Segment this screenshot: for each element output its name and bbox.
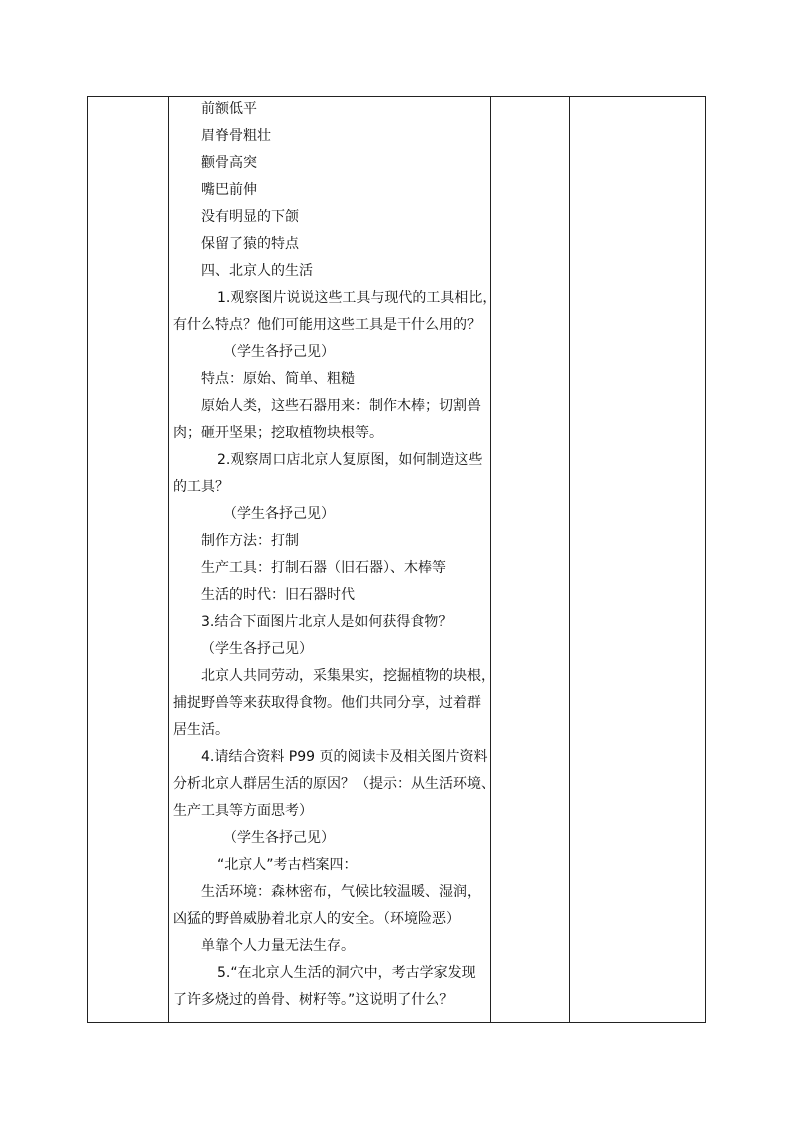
- text-line: 颧骨高突: [201, 155, 257, 171]
- text-line: （学生各抒己见）: [223, 506, 335, 522]
- text-line: “北京人”考古档案四：: [217, 857, 358, 873]
- text-line: （学生各抒己见）: [223, 830, 335, 846]
- text-line: 前额低平: [201, 101, 257, 117]
- question-line: 2.观察周口店北京人复原图，如何制造这些: [217, 452, 483, 468]
- column-divider-2: [490, 97, 491, 1022]
- question-line: 分析北京人群居生活的原因？（提示：从生活环境、: [173, 776, 495, 792]
- text-line: 保留了猿的特点: [201, 236, 299, 252]
- question-line: 有什么特点？他们可能用这些工具是干什么用的？: [173, 317, 481, 333]
- text-line: 凶猛的野兽威胁着北京人的安全。（环境险恶）: [173, 911, 460, 927]
- question-line: 5.“在北京人生活的洞穴中，考古学家发现: [217, 965, 476, 981]
- column-divider-1: [168, 97, 169, 1022]
- text-line: （学生各抒己见）: [201, 641, 313, 657]
- text-line: 捕捉野兽等来获取得食物。他们共同分享，过着群: [173, 695, 481, 711]
- text-line: 生活环境：森林密布，气候比较温暖、湿润，: [201, 884, 481, 900]
- text-line: 眉脊骨粗壮: [201, 128, 271, 144]
- question-line: 1.观察图片说说这些工具与现代的工具相比，: [217, 290, 497, 306]
- text-line: 原始人类，这些石器用来：制作木棒；切割兽: [201, 398, 481, 414]
- question-line: 3.结合下面图片北京人是如何获得食物？: [201, 614, 453, 630]
- text-line: 没有明显的下颌: [201, 209, 299, 225]
- column-divider-3: [569, 97, 570, 1022]
- text-line: 生产工具：打制石器（旧石器）、木棒等: [201, 560, 446, 576]
- question-line: 的工具？: [173, 479, 229, 495]
- text-line: 居生活。: [173, 722, 229, 738]
- question-line: 生产工具等方面思考）: [173, 803, 313, 819]
- text-line: 肉；砸开坚果；挖取植物块根等。: [173, 425, 383, 441]
- text-line: 嘴巴前伸: [201, 182, 257, 198]
- question-line: 4.请结合资料 P99 页的阅读卡及相关图片资料: [201, 749, 488, 765]
- text-line: 制作方法：打制: [201, 533, 299, 549]
- section-heading: 四、北京人的生活: [201, 263, 313, 279]
- text-line: 特点：原始、简单、粗糙: [201, 371, 355, 387]
- text-line: 生活的时代：旧石器时代: [201, 587, 355, 603]
- text-line: 北京人共同劳动，采集果实，挖掘植物的块根，: [201, 668, 495, 684]
- text-line: 单靠个人力量无法生存。: [201, 938, 355, 954]
- question-line: 了许多烧过的兽骨、树籽等。”这说明了什么？: [173, 992, 454, 1008]
- text-line: （学生各抒己见）: [223, 344, 335, 360]
